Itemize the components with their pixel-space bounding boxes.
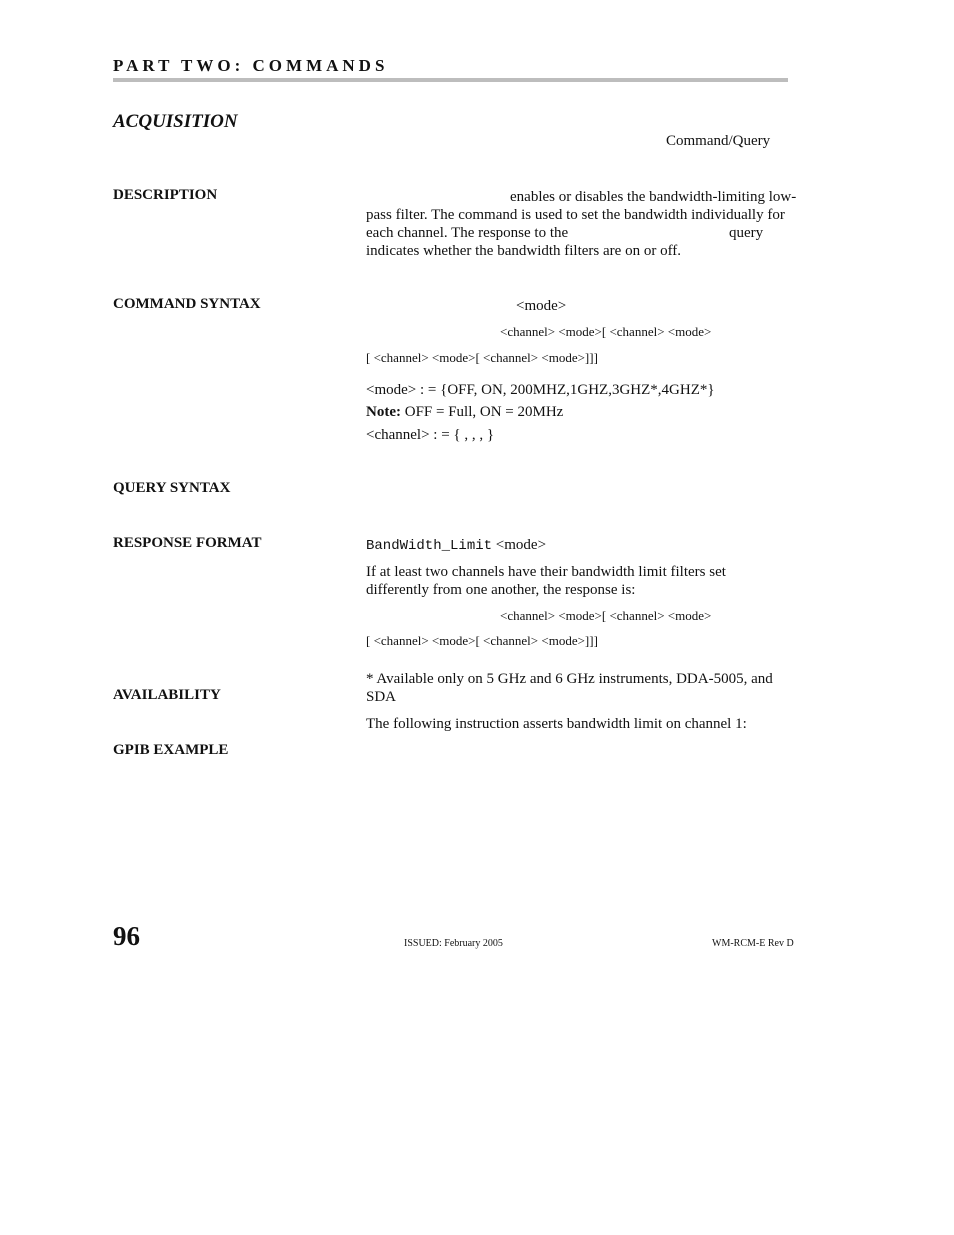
label-response-format: RESPONSE FORMAT <box>113 535 262 551</box>
channel-definition: <channel> : = { , , , } <box>366 427 495 443</box>
mode-definition: <mode> : = {OFF, ON, 200MHZ,1GHZ,3GHZ*,4GHZ*} <box>366 382 715 398</box>
availability-line: SDA <box>366 689 397 705</box>
command-type: Command/Query <box>666 133 771 149</box>
note-label: Note: <box>366 404 401 420</box>
command-syntax-line: <channel> <mode>[ <channel> <mode> <box>500 324 712 339</box>
issued-date: ISSUED: February 2005 <box>404 938 503 949</box>
label-command-syntax: COMMAND SYNTAX <box>113 296 261 312</box>
gpib-example-text: The following instruction asserts bandwidth limit on channel 1: <box>366 716 747 732</box>
label-gpib-example: GPIB EXAMPLE <box>113 742 229 758</box>
note-line <box>366 403 563 421</box>
document-id: WM-RCM-E Rev D <box>712 938 794 949</box>
description-line: pass filter. The command is used to set the bandwidth individually for <box>366 207 785 223</box>
label-description: DESCRIPTION <box>113 187 218 203</box>
command-syntax-line: [ <channel> <mode>[ <channel> <mode>]]] <box>366 350 598 365</box>
response-format-line <box>366 536 546 555</box>
response-syntax-line: [ <channel> <mode>[ <channel> <mode>]]] <box>366 633 598 648</box>
response-paragraph: differently from one another, the response is: <box>366 582 636 598</box>
description-line: indicates whether the bandwidth filters are on or off. <box>366 243 682 259</box>
page-number: 96 <box>113 921 140 951</box>
response-syntax-line: <channel> <mode>[ <channel> <mode> <box>500 608 712 623</box>
response-mode: <mode> <box>492 537 547 553</box>
description-line: each channel. The response to the <box>366 225 569 241</box>
response-code: BandWidth_Limit <box>366 538 493 554</box>
label-query-syntax: QUERY SYNTAX <box>113 480 231 496</box>
description-line: query <box>729 225 764 241</box>
description-line: enables or disables the bandwidth-limiting low- <box>510 189 797 205</box>
header-rule <box>113 78 788 82</box>
running-header: PART TWO: COMMANDS <box>113 56 389 75</box>
response-paragraph: If at least two channels have their bandwidth limit filters set <box>366 564 726 580</box>
section-title: ACQUISITION <box>113 111 238 132</box>
note-text: OFF = Full, ON = 20MHz <box>400 404 564 420</box>
availability-line: * Available only on 5 GHz and 6 GHz instruments, DDA-5005, and <box>366 671 773 687</box>
command-syntax-line: <mode> <box>516 298 567 314</box>
label-availability: AVAILABILITY <box>113 687 221 703</box>
